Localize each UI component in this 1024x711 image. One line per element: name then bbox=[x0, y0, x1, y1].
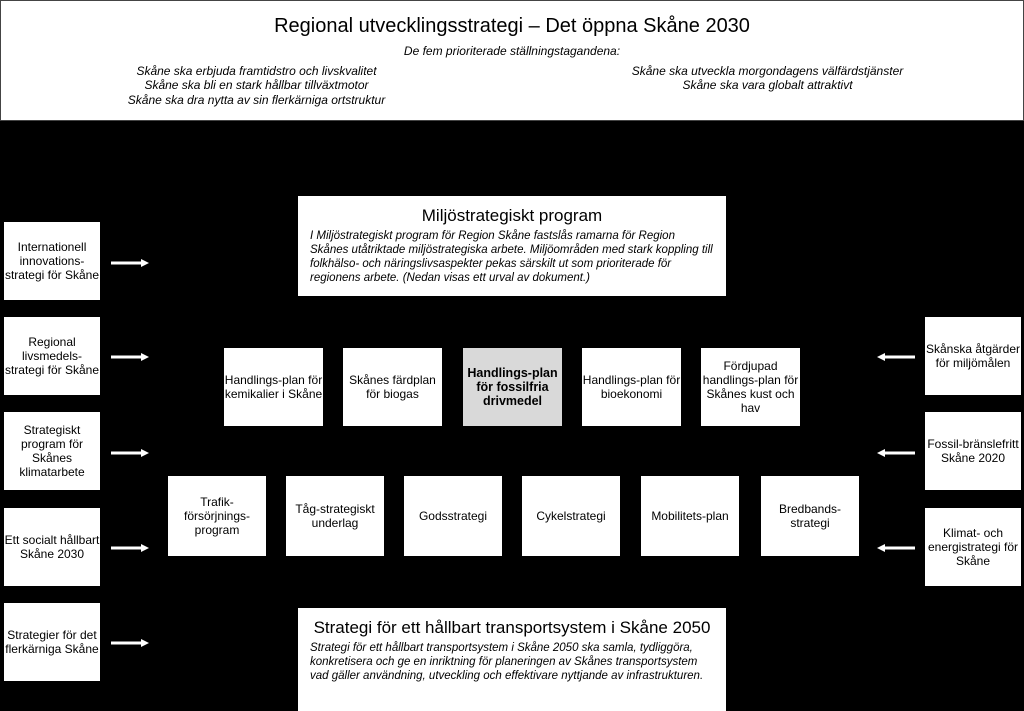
priority-item: Skåne ska bli en stark hållbar tillväxtmotor bbox=[144, 78, 369, 93]
priority-item: Skåne ska utveckla morgondagens välfärdstjänster bbox=[631, 63, 904, 78]
env-doc-box: Skånes färdplan för biogas bbox=[343, 348, 442, 426]
env-program-body: I Miljöstrategiskt program för Region Skåne fastslås ramarna för Region Skånes utåtriktade miljöstrategiska arbete. Miljöområden med stark koppling till folkhälso- och näringslivsaspekter pekas särskilt ut som prioriterade för regionens arbete. (Nedan visas ett urval av dokument.) bbox=[310, 230, 713, 284]
env-doc-box-highlighted: Handlings-plan för fossilfria drivmedel bbox=[463, 348, 562, 426]
left-strategy-box: Internationell innovations-strategi för Skåne bbox=[4, 222, 100, 300]
env-program-title: Miljöstrategiskt program bbox=[421, 206, 603, 225]
priority-item: Skåne ska erbjuda framtidstro och livskvalitet bbox=[136, 63, 377, 78]
arrow-right-icon bbox=[111, 637, 149, 649]
arrow-left-icon bbox=[877, 542, 915, 554]
left-strategy-box: Ett socialt hållbart Skåne 2030 bbox=[4, 508, 100, 586]
transport-doc-box: Trafik-försörjnings-program bbox=[168, 476, 266, 556]
arrow-right-icon bbox=[111, 351, 149, 363]
left-strategy-box: Strategiskt program för Skånes klimatarbete bbox=[4, 412, 100, 490]
transport-strategy-panel bbox=[298, 608, 726, 711]
left-strategy-box: Strategier för det flerkärniga Skåne bbox=[4, 603, 100, 681]
right-strategy-box: Fossil-bränslefritt Skåne 2020 bbox=[925, 412, 1021, 490]
header-subtitle: De fem prioriterade ställningstagandena: bbox=[403, 43, 621, 58]
arrow-right-icon bbox=[111, 447, 149, 459]
right-strategy-box: Klimat- och energistrategi för Skåne bbox=[925, 508, 1021, 586]
transport-strategy-title: Strategi för ett hållbart transportsystem i Skåne 2050 bbox=[313, 618, 711, 637]
transport-doc-box: Bredbands-strategi bbox=[761, 476, 859, 556]
transport-strategy-body: Strategi för ett hållbart transportsystem i Skåne 2050 ska samla, tydliggöra, konkretisera och ge en inriktning för planeringen av Skånes transportsystem vad gäller användning, utveckling och effektivare nyttjande av infrastrukturen. bbox=[310, 642, 704, 682]
transport-doc-box: Godsstrategi bbox=[404, 476, 502, 556]
transport-doc-box: Tåg-strategiskt underlag bbox=[286, 476, 384, 556]
transport-doc-box: Cykelstrategi bbox=[522, 476, 620, 556]
arrow-right-icon bbox=[111, 257, 149, 269]
priority-item: Skåne ska dra nytta av sin flerkärniga ortstruktur bbox=[127, 92, 386, 107]
arrow-right-icon bbox=[111, 542, 149, 554]
priority-item: Skåne ska vara globalt attraktivt bbox=[682, 78, 853, 93]
env-doc-box: Handlings-plan för bioekonomi bbox=[582, 348, 681, 426]
env-doc-box: Fördjupad handlings-plan för Skånes kust och hav bbox=[701, 348, 800, 426]
transport-doc-box: Mobilitets-plan bbox=[641, 476, 739, 556]
header-right-column bbox=[512, 64, 1023, 108]
arrow-left-icon bbox=[877, 351, 915, 363]
header-left-column bbox=[1, 64, 512, 108]
header-box bbox=[0, 0, 1024, 121]
left-strategy-box: Regional livsmedels-strategi för Skåne bbox=[4, 317, 100, 395]
arrow-left-icon bbox=[877, 447, 915, 459]
header-title: Regional utvecklingsstrategi – Det öppna Skåne 2030 bbox=[274, 14, 750, 37]
right-strategy-box: Skånska åtgärder för miljömålen bbox=[925, 317, 1021, 395]
env-program-panel bbox=[298, 196, 726, 296]
env-doc-box: Handlings-plan för kemikalier i Skåne bbox=[224, 348, 323, 426]
